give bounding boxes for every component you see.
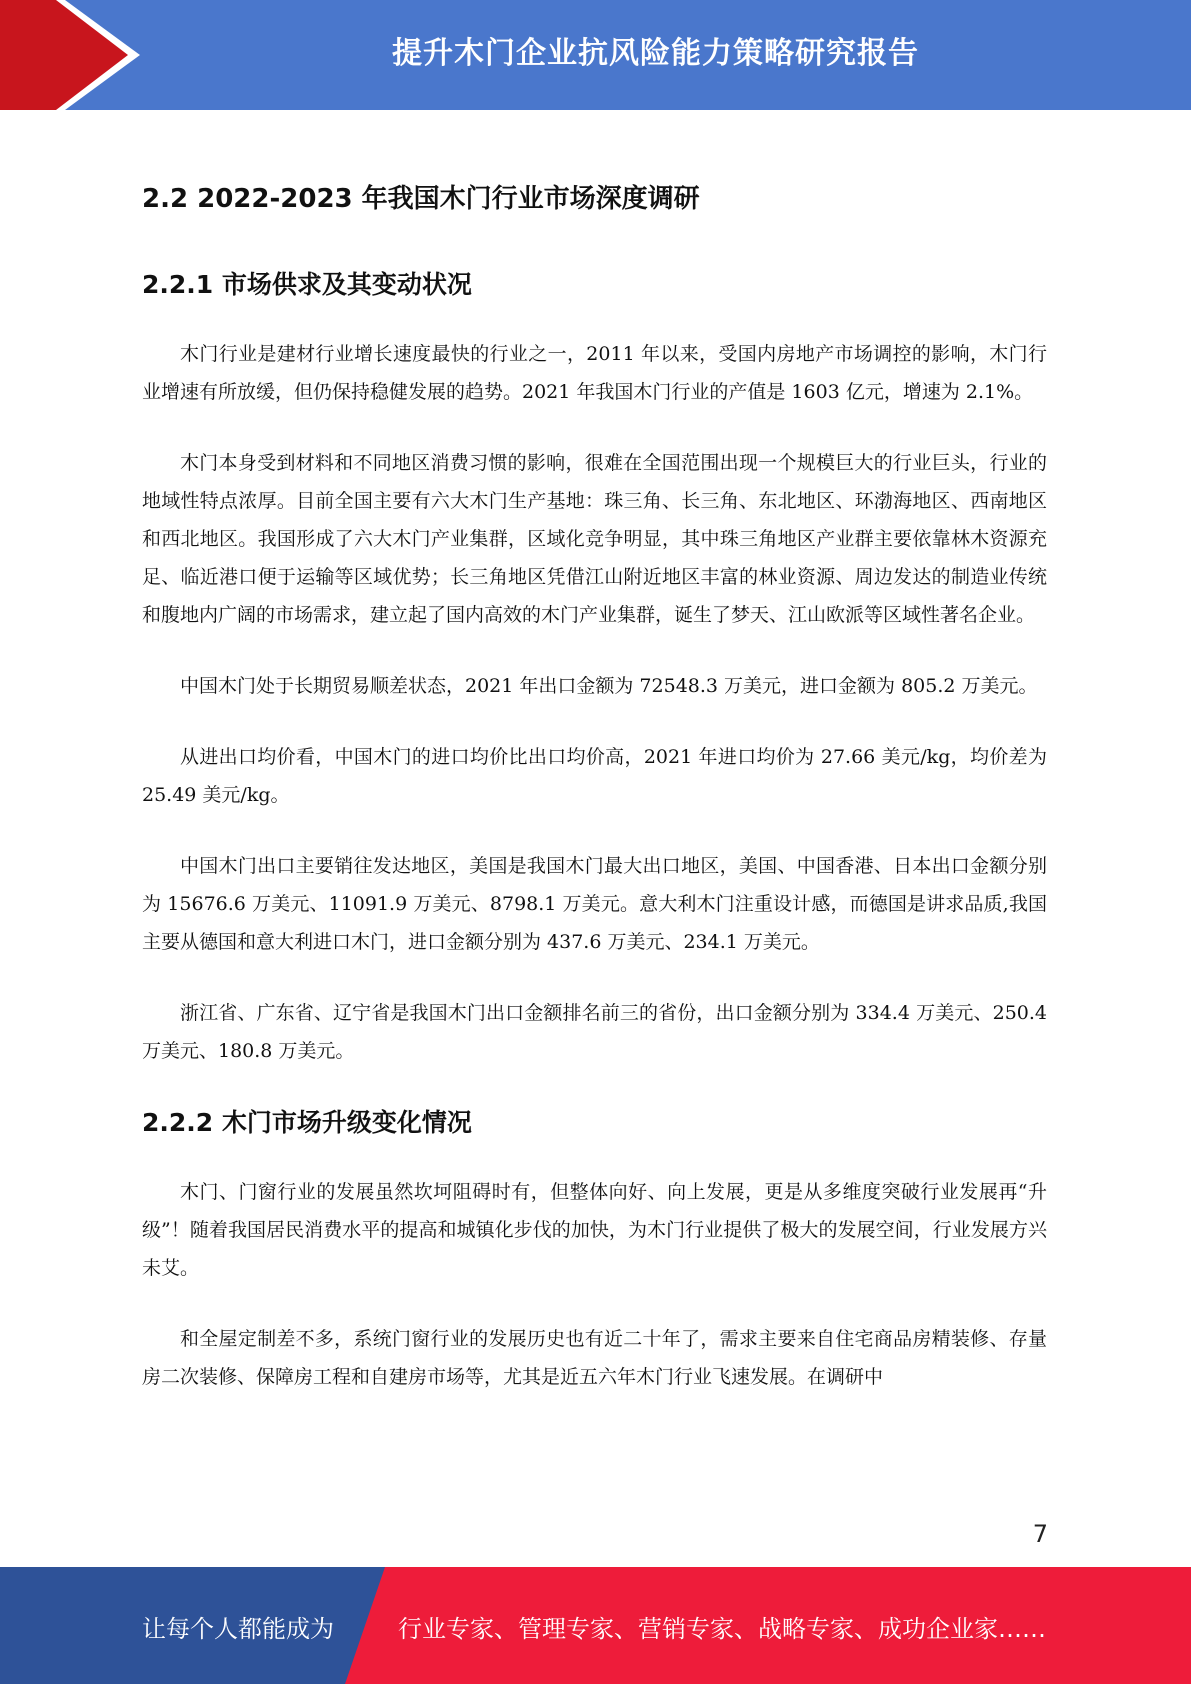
page-header [0,0,1191,110]
paragraph: 中国木门出口主要销往发达地区，美国是我国木门最大出口地区，美国、中国香港、日本出口金额分别为 15676.6 万美元、11091.9 万美元、8798.1 万美元。意大利木门注重设计感，而德国是讲求品质,我国主要从德国和意大利进口木门，进口金额分别为 437.6 万美元、234.1 万美元。 [142,855,1047,953]
paragraph: 中国木门处于长期贸易顺差状态，2021 年出口金额为 72548.3 万美元，进口金额为 805.2 万美元。 [180,675,1038,697]
footer-slogan-left: 让每个人都能成为 [142,1615,334,1643]
page-number: 7 [1032,1520,1048,1548]
page-footer [0,1567,1191,1684]
subsection-heading-2-2-2: 2.2.2 木门市场升级变化情况 [142,1108,472,1137]
footer-slogan-right: 行业专家、管理专家、营销专家、战略专家、成功企业家…… [398,1615,1046,1643]
report-title: 提升木门企业抗风险能力策略研究报告 [392,36,919,71]
subsection-heading-2-2-1: 2.2.1 市场供求及其变动状况 [142,270,472,299]
paragraph: 木门行业是建材行业增长速度最快的行业之一，2011 年以来，受国内房地产市场调控的影响，木门行业增速有所放缓，但仍保持稳健发展的趋势。2021 年我国木门行业的产值是 1603 亿元，增速为 2.1%。 [142,343,1047,403]
paragraph: 和全屋定制差不多，系统门窗行业的发展历史也有近二十年了，需求主要来自住宅商品房精装修、存量房二次装修、保障房工程和自建房市场等，尤其是近五六年木门行业飞速发展。在调研中 [142,1328,1047,1388]
paragraph: 浙江省、广东省、辽宁省是我国木门出口金额排名前三的省份，出口金额分别为 334.4 万美元、250.4 万美元、180.8 万美元。 [142,1002,1047,1062]
section-heading: 2.2 2022-2023 年我国木门行业市场深度调研 [142,184,700,214]
paragraph: 木门、门窗行业的发展虽然坎坷阻碍时有，但整体向好、向上发展，更是从多维度突破行业发展再“升级”！随着我国居民消费水平的提高和城镇化步伐的加快，为木门行业提供了极大的发展空间，行业发展方兴未艾。 [142,1181,1047,1279]
main-content [142,178,1047,1429]
paragraph: 从进出口均价看，中国木门的进口均价比出口均价高，2021 年进口均价为 27.66 美元/kg，均价差为 25.49 美元/kg。 [142,746,1047,806]
paragraph: 木门本身受到材料和不同地区消费习惯的影响，很难在全国范围出现一个规模巨大的行业巨头，行业的地域性特点浓厚。目前全国主要有六大木门生产基地：珠三角、长三角、东北地区、环渤海地区、西南地区和西北地区。我国形成了六大木门产业集群，区域化竞争明显，其中珠三角地区产业群主要依靠林木资源充足、临近港口便于运输等区域优势；长三角地区凭借江山附近地区丰富的林业资源、周边发达的制造业传统和腹地内广阔的市场需求，建立起了国内高效的木门产业集群，诞生了梦天、江山欧派等区域性著名企业。 [142,452,1047,626]
